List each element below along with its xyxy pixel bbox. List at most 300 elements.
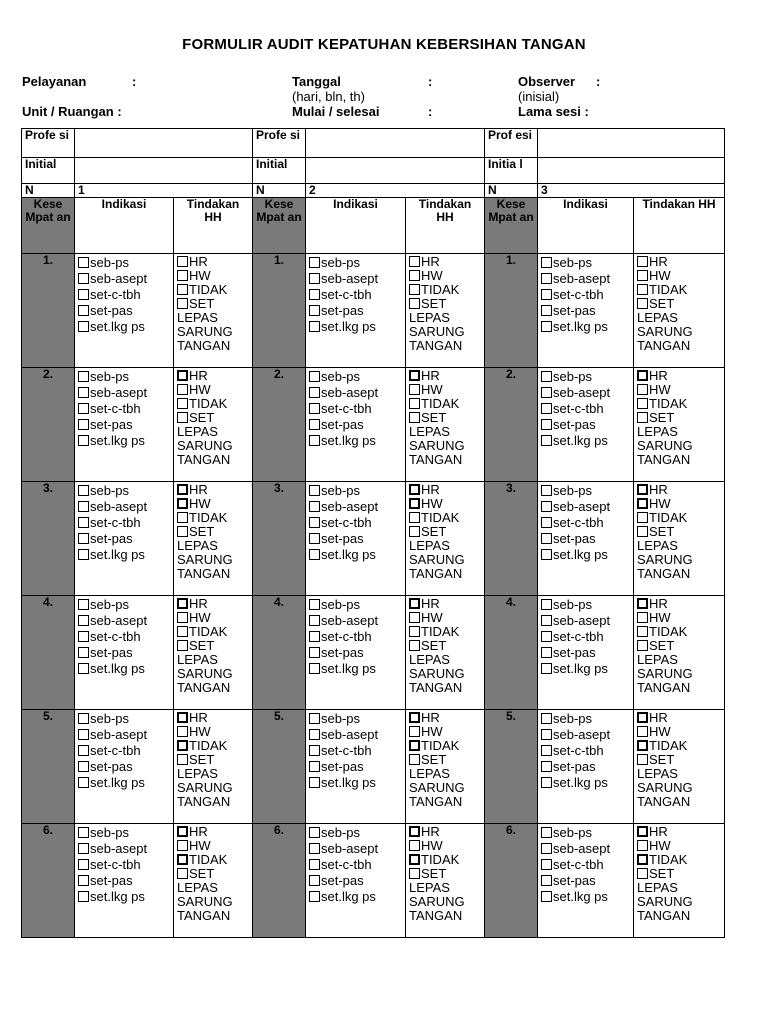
checkbox-icon[interactable] [78, 843, 89, 854]
indikasi-option[interactable] [78, 287, 170, 303]
checkbox-icon[interactable] [78, 501, 89, 512]
checkbox-icon[interactable] [409, 740, 420, 751]
indikasi-option[interactable] [309, 547, 402, 563]
indikasi-option[interactable] [541, 711, 630, 727]
checkbox-icon[interactable] [177, 256, 188, 267]
indikasi-option[interactable] [541, 255, 630, 271]
checkbox-icon[interactable] [78, 713, 89, 724]
checkbox-icon[interactable] [177, 868, 188, 879]
tindakan-option[interactable] [177, 411, 249, 425]
indikasi-option[interactable] [309, 873, 402, 889]
tindakan-option[interactable] [409, 739, 481, 753]
checkbox-icon[interactable] [309, 273, 320, 284]
indikasi-option[interactable] [541, 743, 630, 759]
checkbox-icon[interactable] [78, 777, 89, 788]
initial-input[interactable] [75, 158, 253, 184]
tindakan-option[interactable] [637, 853, 721, 867]
tindakan-option[interactable] [177, 597, 249, 611]
checkbox-icon[interactable] [541, 435, 552, 446]
checkbox-icon[interactable] [541, 745, 552, 756]
indikasi-option[interactable] [541, 597, 630, 613]
tindakan-option[interactable] [177, 283, 249, 297]
checkbox-icon[interactable] [637, 826, 648, 837]
tindakan-option[interactable] [409, 411, 481, 425]
checkbox-icon[interactable] [541, 713, 552, 724]
checkbox-icon[interactable] [541, 631, 552, 642]
indikasi-option[interactable] [309, 433, 402, 449]
checkbox-icon[interactable] [78, 615, 89, 626]
checkbox-icon[interactable] [309, 371, 320, 382]
indikasi-option[interactable] [541, 727, 630, 743]
checkbox-icon[interactable] [409, 712, 420, 723]
checkbox-icon[interactable] [309, 517, 320, 528]
tindakan-option[interactable] [637, 611, 721, 625]
checkbox-icon[interactable] [637, 868, 648, 879]
indikasi-option[interactable] [541, 515, 630, 531]
indikasi-option[interactable] [78, 319, 170, 335]
indikasi-option[interactable] [78, 629, 170, 645]
indikasi-option[interactable] [309, 613, 402, 629]
checkbox-icon[interactable] [177, 498, 188, 509]
checkbox-icon[interactable] [637, 256, 648, 267]
tindakan-option[interactable] [409, 867, 481, 881]
tindakan-option[interactable] [409, 511, 481, 525]
initial-input[interactable] [306, 158, 485, 184]
checkbox-icon[interactable] [309, 663, 320, 674]
indikasi-option[interactable] [78, 857, 170, 873]
indikasi-option[interactable] [78, 401, 170, 417]
indikasi-option[interactable] [541, 483, 630, 499]
checkbox-icon[interactable] [309, 501, 320, 512]
tindakan-option[interactable] [177, 255, 249, 269]
checkbox-icon[interactable] [177, 854, 188, 865]
checkbox-icon[interactable] [309, 257, 320, 268]
checkbox-icon[interactable] [309, 761, 320, 772]
tindakan-option[interactable] [637, 867, 721, 881]
checkbox-icon[interactable] [541, 761, 552, 772]
tindakan-option[interactable] [637, 625, 721, 639]
checkbox-icon[interactable] [309, 485, 320, 496]
checkbox-icon[interactable] [541, 549, 552, 560]
indikasi-option[interactable] [309, 369, 402, 385]
tindakan-option[interactable] [177, 497, 249, 511]
indikasi-option[interactable] [541, 401, 630, 417]
checkbox-icon[interactable] [78, 485, 89, 496]
indikasi-option[interactable] [78, 711, 170, 727]
indikasi-option[interactable] [309, 483, 402, 499]
checkbox-icon[interactable] [409, 256, 420, 267]
tindakan-option[interactable] [177, 725, 249, 739]
indikasi-option[interactable] [78, 547, 170, 563]
checkbox-icon[interactable] [78, 387, 89, 398]
tindakan-option[interactable] [637, 839, 721, 853]
checkbox-icon[interactable] [409, 754, 420, 765]
indikasi-option[interactable] [309, 303, 402, 319]
checkbox-icon[interactable] [309, 321, 320, 332]
checkbox-icon[interactable] [637, 640, 648, 651]
indikasi-option[interactable] [309, 645, 402, 661]
indikasi-option[interactable] [309, 743, 402, 759]
tindakan-option[interactable] [409, 711, 481, 725]
tindakan-option[interactable] [177, 711, 249, 725]
checkbox-icon[interactable] [637, 726, 648, 737]
checkbox-icon[interactable] [309, 419, 320, 430]
indikasi-option[interactable] [309, 711, 402, 727]
checkbox-icon[interactable] [541, 777, 552, 788]
indikasi-option[interactable] [78, 825, 170, 841]
tindakan-option[interactable] [177, 269, 249, 283]
indikasi-option[interactable] [78, 759, 170, 775]
indikasi-option[interactable] [541, 287, 630, 303]
checkbox-icon[interactable] [541, 257, 552, 268]
checkbox-icon[interactable] [78, 859, 89, 870]
checkbox-icon[interactable] [409, 284, 420, 295]
checkbox-icon[interactable] [78, 891, 89, 902]
indikasi-option[interactable] [541, 629, 630, 645]
indikasi-option[interactable] [78, 433, 170, 449]
checkbox-icon[interactable] [541, 533, 552, 544]
checkbox-icon[interactable] [637, 740, 648, 751]
indikasi-option[interactable] [309, 759, 402, 775]
checkbox-icon[interactable] [541, 875, 552, 886]
profesi-input[interactable] [306, 129, 485, 158]
tindakan-option[interactable] [177, 383, 249, 397]
indikasi-option[interactable] [78, 873, 170, 889]
checkbox-icon[interactable] [309, 631, 320, 642]
checkbox-icon[interactable] [177, 626, 188, 637]
checkbox-icon[interactable] [177, 840, 188, 851]
checkbox-icon[interactable] [78, 761, 89, 772]
checkbox-icon[interactable] [78, 631, 89, 642]
indikasi-option[interactable] [541, 825, 630, 841]
indikasi-option[interactable] [78, 841, 170, 857]
indikasi-option[interactable] [309, 629, 402, 645]
indikasi-option[interactable] [541, 369, 630, 385]
checkbox-icon[interactable] [541, 419, 552, 430]
checkbox-icon[interactable] [309, 713, 320, 724]
checkbox-icon[interactable] [637, 484, 648, 495]
checkbox-icon[interactable] [309, 647, 320, 658]
checkbox-icon[interactable] [309, 289, 320, 300]
indikasi-option[interactable] [541, 873, 630, 889]
checkbox-icon[interactable] [637, 598, 648, 609]
tindakan-option[interactable] [177, 739, 249, 753]
indikasi-option[interactable] [78, 385, 170, 401]
checkbox-icon[interactable] [541, 321, 552, 332]
checkbox-icon[interactable] [177, 484, 188, 495]
indikasi-option[interactable] [541, 857, 630, 873]
checkbox-icon[interactable] [309, 745, 320, 756]
tindakan-option[interactable] [637, 297, 721, 311]
checkbox-icon[interactable] [409, 384, 420, 395]
checkbox-icon[interactable] [78, 549, 89, 560]
indikasi-option[interactable] [541, 645, 630, 661]
tindakan-option[interactable] [637, 369, 721, 383]
checkbox-icon[interactable] [637, 626, 648, 637]
checkbox-icon[interactable] [78, 419, 89, 430]
tindakan-option[interactable] [637, 283, 721, 297]
tindakan-option[interactable] [409, 597, 481, 611]
checkbox-icon[interactable] [78, 533, 89, 544]
checkbox-icon[interactable] [541, 387, 552, 398]
tindakan-option[interactable] [637, 383, 721, 397]
checkbox-icon[interactable] [541, 647, 552, 658]
checkbox-icon[interactable] [78, 371, 89, 382]
checkbox-icon[interactable] [309, 859, 320, 870]
checkbox-icon[interactable] [78, 729, 89, 740]
checkbox-icon[interactable] [177, 370, 188, 381]
tindakan-option[interactable] [637, 397, 721, 411]
indikasi-option[interactable] [309, 499, 402, 515]
indikasi-option[interactable] [541, 499, 630, 515]
indikasi-option[interactable] [309, 417, 402, 433]
checkbox-icon[interactable] [637, 840, 648, 851]
checkbox-icon[interactable] [177, 298, 188, 309]
indikasi-option[interactable] [541, 759, 630, 775]
checkbox-icon[interactable] [409, 398, 420, 409]
tindakan-option[interactable] [409, 825, 481, 839]
tindakan-option[interactable] [177, 511, 249, 525]
checkbox-icon[interactable] [177, 712, 188, 723]
tindakan-option[interactable] [409, 753, 481, 767]
tindakan-option[interactable] [637, 483, 721, 497]
checkbox-icon[interactable] [637, 712, 648, 723]
checkbox-icon[interactable] [409, 526, 420, 537]
checkbox-icon[interactable] [309, 777, 320, 788]
checkbox-icon[interactable] [637, 384, 648, 395]
checkbox-icon[interactable] [78, 305, 89, 316]
tindakan-option[interactable] [409, 369, 481, 383]
indikasi-option[interactable] [309, 255, 402, 271]
checkbox-icon[interactable] [409, 626, 420, 637]
initial-input[interactable] [538, 158, 725, 184]
indikasi-option[interactable] [309, 825, 402, 841]
indikasi-option[interactable] [78, 417, 170, 433]
tindakan-option[interactable] [409, 611, 481, 625]
checkbox-icon[interactable] [177, 398, 188, 409]
tindakan-option[interactable] [637, 511, 721, 525]
indikasi-option[interactable] [309, 531, 402, 547]
checkbox-icon[interactable] [309, 827, 320, 838]
checkbox-icon[interactable] [177, 640, 188, 651]
indikasi-option[interactable] [309, 319, 402, 335]
tindakan-option[interactable] [409, 497, 481, 511]
checkbox-icon[interactable] [78, 745, 89, 756]
tindakan-option[interactable] [637, 725, 721, 739]
tindakan-option[interactable] [637, 597, 721, 611]
tindakan-option[interactable] [409, 297, 481, 311]
tindakan-option[interactable] [177, 297, 249, 311]
checkbox-icon[interactable] [541, 485, 552, 496]
tindakan-option[interactable] [409, 725, 481, 739]
checkbox-icon[interactable] [177, 270, 188, 281]
tindakan-option[interactable] [409, 625, 481, 639]
checkbox-icon[interactable] [409, 498, 420, 509]
checkbox-icon[interactable] [177, 826, 188, 837]
checkbox-icon[interactable] [78, 875, 89, 886]
checkbox-icon[interactable] [409, 512, 420, 523]
checkbox-icon[interactable] [78, 321, 89, 332]
checkbox-icon[interactable] [177, 512, 188, 523]
indikasi-option[interactable] [78, 303, 170, 319]
checkbox-icon[interactable] [409, 868, 420, 879]
checkbox-icon[interactable] [409, 270, 420, 281]
checkbox-icon[interactable] [78, 647, 89, 658]
checkbox-icon[interactable] [309, 435, 320, 446]
tindakan-option[interactable] [409, 839, 481, 853]
indikasi-option[interactable] [541, 661, 630, 677]
checkbox-icon[interactable] [541, 663, 552, 674]
checkbox-icon[interactable] [637, 270, 648, 281]
tindakan-option[interactable] [637, 525, 721, 539]
indikasi-option[interactable] [309, 857, 402, 873]
checkbox-icon[interactable] [309, 843, 320, 854]
tindakan-option[interactable] [177, 369, 249, 383]
indikasi-option[interactable] [541, 531, 630, 547]
indikasi-option[interactable] [541, 417, 630, 433]
checkbox-icon[interactable] [409, 612, 420, 623]
checkbox-icon[interactable] [177, 612, 188, 623]
indikasi-option[interactable] [541, 841, 630, 857]
tindakan-option[interactable] [409, 269, 481, 283]
checkbox-icon[interactable] [409, 826, 420, 837]
tindakan-option[interactable] [409, 283, 481, 297]
checkbox-icon[interactable] [637, 370, 648, 381]
checkbox-icon[interactable] [309, 599, 320, 610]
indikasi-option[interactable] [309, 889, 402, 905]
tindakan-option[interactable] [409, 525, 481, 539]
tindakan-option[interactable] [177, 397, 249, 411]
indikasi-option[interactable] [541, 547, 630, 563]
indikasi-option[interactable] [309, 775, 402, 791]
tindakan-option[interactable] [177, 625, 249, 639]
checkbox-icon[interactable] [309, 387, 320, 398]
tindakan-option[interactable] [637, 255, 721, 269]
indikasi-option[interactable] [78, 531, 170, 547]
indikasi-option[interactable] [541, 613, 630, 629]
checkbox-icon[interactable] [78, 663, 89, 674]
checkbox-icon[interactable] [78, 827, 89, 838]
indikasi-option[interactable] [78, 271, 170, 287]
checkbox-icon[interactable] [637, 398, 648, 409]
tindakan-option[interactable] [637, 639, 721, 653]
tindakan-option[interactable] [177, 825, 249, 839]
indikasi-option[interactable] [78, 613, 170, 629]
indikasi-option[interactable] [309, 271, 402, 287]
indikasi-option[interactable] [541, 303, 630, 319]
tindakan-option[interactable] [177, 611, 249, 625]
checkbox-icon[interactable] [541, 891, 552, 902]
checkbox-icon[interactable] [541, 305, 552, 316]
tindakan-option[interactable] [409, 639, 481, 653]
checkbox-icon[interactable] [541, 517, 552, 528]
tindakan-option[interactable] [409, 853, 481, 867]
indikasi-option[interactable] [78, 369, 170, 385]
checkbox-icon[interactable] [409, 640, 420, 651]
checkbox-icon[interactable] [637, 412, 648, 423]
indikasi-option[interactable] [78, 889, 170, 905]
checkbox-icon[interactable] [541, 501, 552, 512]
checkbox-icon[interactable] [78, 435, 89, 446]
checkbox-icon[interactable] [541, 403, 552, 414]
checkbox-icon[interactable] [409, 854, 420, 865]
checkbox-icon[interactable] [177, 598, 188, 609]
checkbox-icon[interactable] [309, 533, 320, 544]
checkbox-icon[interactable] [541, 843, 552, 854]
checkbox-icon[interactable] [637, 854, 648, 865]
checkbox-icon[interactable] [177, 754, 188, 765]
indikasi-option[interactable] [309, 597, 402, 613]
checkbox-icon[interactable] [309, 615, 320, 626]
checkbox-icon[interactable] [409, 840, 420, 851]
indikasi-option[interactable] [541, 889, 630, 905]
checkbox-icon[interactable] [78, 289, 89, 300]
indikasi-option[interactable] [78, 727, 170, 743]
checkbox-icon[interactable] [309, 729, 320, 740]
checkbox-icon[interactable] [78, 517, 89, 528]
checkbox-icon[interactable] [637, 526, 648, 537]
checkbox-icon[interactable] [78, 599, 89, 610]
indikasi-option[interactable] [78, 775, 170, 791]
tindakan-option[interactable] [637, 269, 721, 283]
indikasi-option[interactable] [78, 483, 170, 499]
tindakan-option[interactable] [177, 639, 249, 653]
tindakan-option[interactable] [637, 739, 721, 753]
indikasi-option[interactable] [78, 645, 170, 661]
checkbox-icon[interactable] [409, 412, 420, 423]
indikasi-option[interactable] [78, 743, 170, 759]
checkbox-icon[interactable] [541, 729, 552, 740]
indikasi-option[interactable] [541, 433, 630, 449]
checkbox-icon[interactable] [637, 612, 648, 623]
checkbox-icon[interactable] [541, 827, 552, 838]
checkbox-icon[interactable] [309, 875, 320, 886]
checkbox-icon[interactable] [541, 289, 552, 300]
checkbox-icon[interactable] [409, 484, 420, 495]
checkbox-icon[interactable] [78, 257, 89, 268]
checkbox-icon[interactable] [177, 526, 188, 537]
checkbox-icon[interactable] [637, 284, 648, 295]
tindakan-option[interactable] [409, 255, 481, 269]
tindakan-option[interactable] [637, 825, 721, 839]
tindakan-option[interactable] [177, 839, 249, 853]
tindakan-option[interactable] [637, 411, 721, 425]
profesi-input[interactable] [75, 129, 253, 158]
indikasi-option[interactable] [309, 515, 402, 531]
indikasi-option[interactable] [309, 287, 402, 303]
indikasi-option[interactable] [78, 597, 170, 613]
indikasi-option[interactable] [541, 385, 630, 401]
checkbox-icon[interactable] [409, 298, 420, 309]
tindakan-option[interactable] [177, 525, 249, 539]
checkbox-icon[interactable] [637, 298, 648, 309]
checkbox-icon[interactable] [78, 403, 89, 414]
checkbox-icon[interactable] [177, 740, 188, 751]
checkbox-icon[interactable] [541, 273, 552, 284]
profesi-input[interactable] [538, 129, 725, 158]
tindakan-option[interactable] [409, 383, 481, 397]
checkbox-icon[interactable] [309, 403, 320, 414]
checkbox-icon[interactable] [541, 615, 552, 626]
indikasi-option[interactable] [541, 271, 630, 287]
indikasi-option[interactable] [541, 319, 630, 335]
indikasi-option[interactable] [541, 775, 630, 791]
checkbox-icon[interactable] [177, 284, 188, 295]
checkbox-icon[interactable] [409, 370, 420, 381]
checkbox-icon[interactable] [409, 726, 420, 737]
indikasi-option[interactable] [309, 385, 402, 401]
checkbox-icon[interactable] [637, 498, 648, 509]
